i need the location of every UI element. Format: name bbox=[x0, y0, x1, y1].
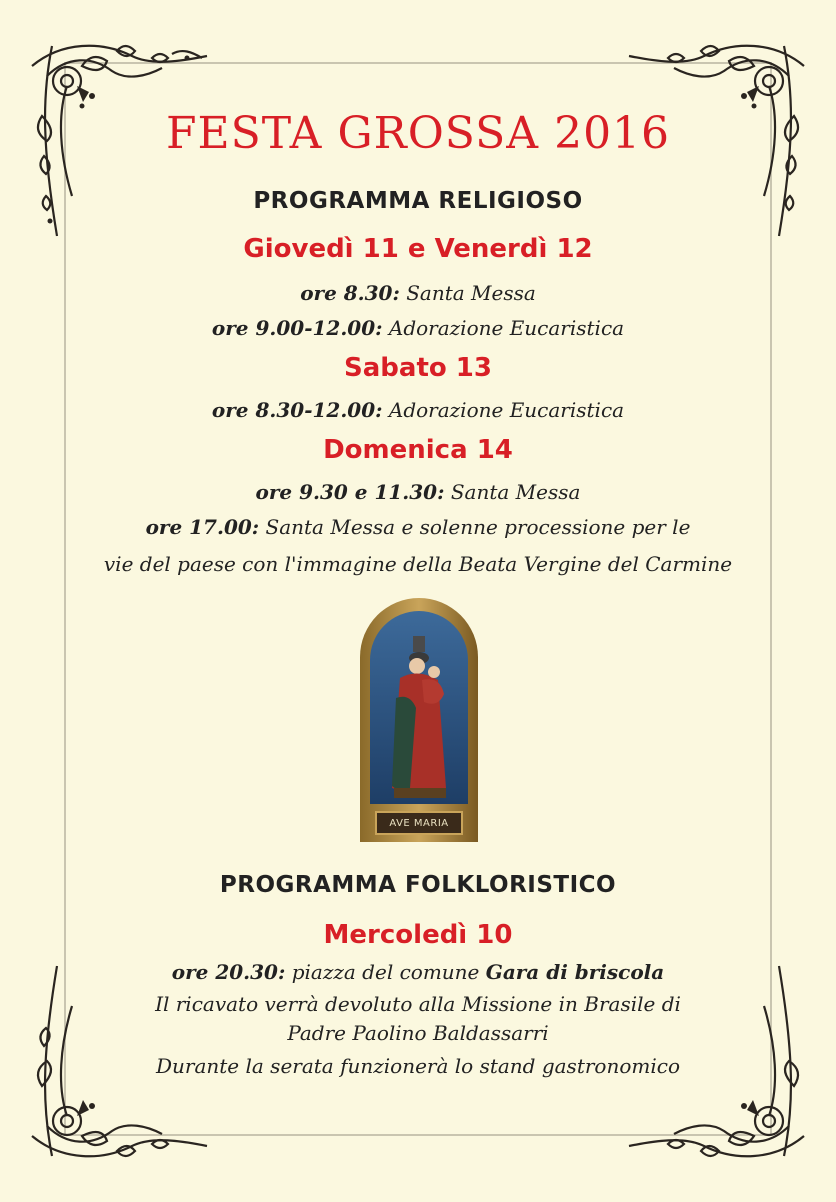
schedule-line bbox=[0, 960, 836, 984]
schedule-line bbox=[0, 316, 836, 340]
schedule-time: ore 20.30: bbox=[171, 960, 286, 984]
schedule-line bbox=[0, 281, 836, 305]
schedule-line bbox=[0, 1054, 836, 1078]
schedule-text: Durante la serata funzionerà lo stand gastronomico bbox=[155, 1054, 680, 1078]
schedule-line bbox=[0, 552, 836, 576]
schedule-text: Santa Messa bbox=[399, 281, 536, 305]
schedule-text: Santa Messa bbox=[444, 480, 581, 504]
day-heading-saturday: Sabato 13 bbox=[344, 353, 492, 383]
folkloric-program-heading: PROGRAMMA FOLKLORISTICO bbox=[219, 872, 617, 898]
schedule-line bbox=[0, 992, 836, 1016]
day-heading-wednesday: Mercoledì 10 bbox=[323, 920, 513, 950]
religious-program-heading: PROGRAMMA RELIGIOSO bbox=[253, 188, 583, 214]
schedule-text: vie del paese con l'immagine della Beata Vergine del Carmine bbox=[103, 552, 733, 576]
schedule-text: piazza del comune bbox=[285, 960, 486, 984]
day-heading-thursday-friday: Giovedì 11 e Venerdì 12 bbox=[243, 234, 593, 264]
schedule-text: Adorazione Eucaristica bbox=[382, 316, 625, 340]
schedule-text: Adorazione Eucaristica bbox=[382, 398, 625, 422]
schedule-time: ore 8.30-12.00: bbox=[211, 398, 383, 422]
event-name: Gara di briscola bbox=[485, 960, 665, 984]
schedule-text: Santa Messa e solenne processione per le bbox=[259, 515, 691, 539]
schedule-time: ore 8.30: bbox=[300, 281, 400, 305]
madonna-statue-image bbox=[360, 598, 478, 842]
schedule-text: Il ricavato verrà devoluto alla Missione in Brasile di bbox=[155, 992, 681, 1016]
schedule-line bbox=[0, 480, 836, 504]
schedule-line bbox=[0, 1021, 836, 1045]
schedule-text: Padre Paolino Baldassarri bbox=[287, 1021, 549, 1045]
day-heading-sunday: Domenica 14 bbox=[323, 435, 513, 465]
image-caption: AVE MARIA bbox=[389, 818, 449, 829]
schedule-time: ore 9.30 e 11.30: bbox=[255, 480, 445, 504]
schedule-line bbox=[0, 398, 836, 422]
schedule-time: ore 17.00: bbox=[145, 515, 260, 539]
poster-title: FESTA GROSSA 2016 bbox=[165, 108, 671, 159]
schedule-time: ore 9.00-12.00: bbox=[211, 316, 383, 340]
schedule-line bbox=[0, 515, 836, 539]
